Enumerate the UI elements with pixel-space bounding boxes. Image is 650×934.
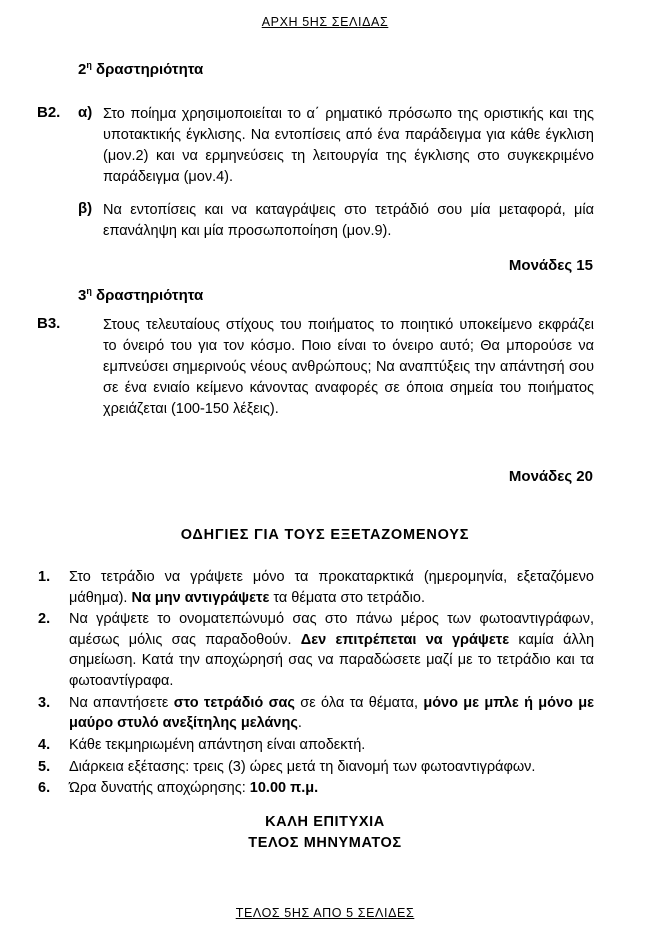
activity-3-heading (78, 286, 203, 304)
instruction-number: 1. (38, 569, 51, 585)
instruction-number: 2. (38, 611, 51, 628)
question-b2-label: Β2. (37, 104, 61, 121)
question-b2-a-text: Στο ποίημα χρησιμοποιείται το α΄ ρηματικό πρόσωπο της οριστικής και της υποτακτικής έγκλισης. Να εντοπίσεις από ένα παράδειγμα για κάθε έγκλιση (μον.2) και να ερμηνεύσεις τη λειτουργία της έγκλισης στο συγκεκριμένο παράδειγμα (μον.4). (103, 106, 594, 185)
question-b3-label: Β3. (37, 315, 61, 332)
question-b2-points: Μονάδες 15 (508, 257, 593, 274)
instruction-number: 5. (38, 758, 51, 775)
activity-3-superscript: η (86, 286, 92, 296)
activity-3-text: δραστηριότητα (91, 287, 204, 304)
instruction-text: Να απαντήσετε (69, 694, 174, 711)
question-b3-points: Μονάδες 20 (508, 468, 593, 485)
instruction-text: καμία άλλη σημείωση. Κατά την αποχώρησή σας να παραδώσετε μαζί με το τετράδιο και τα φωτοαντίγραφα. (69, 631, 595, 689)
instruction-number: 6. (38, 780, 51, 797)
activity-2-superscript: η (86, 60, 92, 70)
question-b2-b-label: β) (78, 200, 93, 217)
instruction-bold-text: Να μην αντιγράψετε (131, 589, 270, 606)
question-b2-a-label: α) (78, 104, 93, 121)
closing-end-of-message: ΤΕΛΟΣ ΜΗΝΥΜΑΤΟΣ (248, 835, 402, 851)
question-b3-text: Στους τελευταίους στίχους του ποιήματος το ποιητικό υποκείμενο εκφράζει το όνειρό του για τον κόσμο. Ποιο είναι το όνειρο αυτό; Θα μπορούσε να εμπνεύσει σημερινούς νέους ανθρώπους; Να αναπτύξεις την απάντησή σου σε ένα ενιαίο κείμενο κάνοντας αναφορές σε όποια σημεία του ποιήματος χρειάζεται (100-150 λέξεις). (103, 317, 594, 417)
instruction-item (38, 778, 594, 799)
question-b2-b-text: Να εντοπίσεις και να καταγράψεις στο τετράδιό σου μία μεταφορά, μία επανάληψη και μία προσωποποίηση (μον.9). (103, 202, 594, 239)
instruction-number: 3. (38, 694, 51, 711)
activity-3-number: 3 (78, 287, 87, 304)
instruction-text: . (297, 715, 302, 732)
instruction-bold-text: στο τετράδιό σας (173, 694, 295, 711)
activity-2-number: 2 (78, 61, 87, 78)
instruction-text: τα θέματα στο τετράδιο. (269, 589, 425, 606)
instruction-text: Διάρκεια εξέτασης: τρεις (3) ώρες μετά τη διανομή των φωτοαντιγράφων. (69, 758, 536, 775)
activity-2-heading (78, 60, 203, 78)
page-footer: ΤΕΛΟΣ 5ΗΣ ΑΠΟ 5 ΣΕΛΙΔΕΣ (235, 906, 415, 920)
page-header: ΑΡΧΗ 5ΗΣ ΣΕΛΙΔΑΣ (261, 15, 389, 29)
instruction-text: Να γράψετε το ονοματεπώνυμό σας στο πάνω μέρος των φωτοαντιγράφων, αμέσως μόλις σας παραδοθούν. (69, 611, 594, 648)
instructions-title: ΟΔΗΓΙΕΣ ΓΙΑ ΤΟΥΣ ΕΞΕΤΑΖΟΜΕΝΟΥΣ (180, 527, 470, 543)
instruction-item (38, 757, 594, 778)
instruction-number: 4. (38, 736, 51, 753)
activity-2-text: δραστηριότητα (91, 61, 204, 78)
instruction-bold-text: 10.00 π.μ. (249, 780, 319, 797)
instruction-bold-text: μόνο με μπλε ή μόνο με μαύρο στυλό ανεξίτηλης μελάνης (69, 694, 594, 732)
instruction-text: Κάθε τεκμηριωμένη απάντηση είναι αποδεκτή. (69, 736, 366, 753)
instructions-list (38, 567, 594, 800)
instruction-item (38, 735, 594, 756)
instruction-text: σε όλα τα θέματα, (294, 694, 424, 711)
instruction-item (38, 693, 594, 734)
closing-good-luck: ΚΑΛΗ ΕΠΙΤΥΧΙΑ (265, 814, 385, 830)
instruction-text: Ώρα δυνατής αποχώρησης: (69, 780, 250, 797)
instruction-bold-text: Δεν επιτρέπεται να γράψετε (300, 631, 510, 648)
instruction-item (38, 609, 594, 691)
instruction-text: Στο τετράδιο να γράψετε μόνο τα προκαταρκτικά (ημερομηνία, εξεταζόμενο μάθημα). (69, 569, 594, 606)
instruction-item (38, 567, 594, 608)
